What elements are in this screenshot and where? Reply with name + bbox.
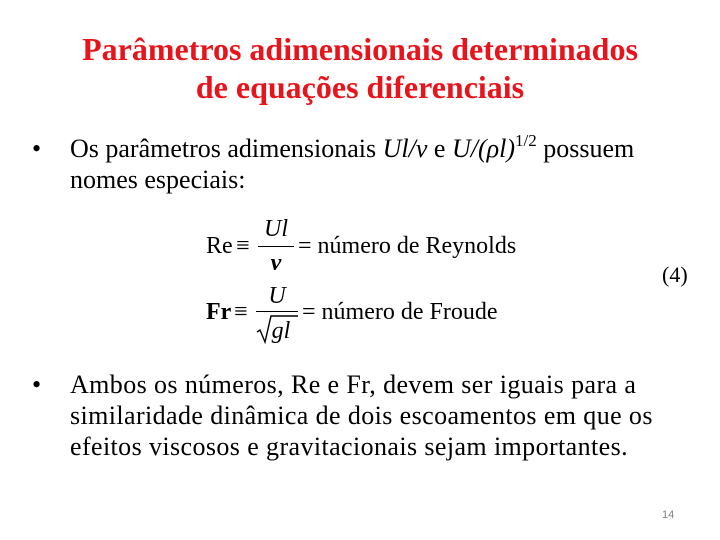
bullet-text-post: possuem <box>536 134 635 163</box>
froude-numerator: U <box>268 283 286 309</box>
froude-denominator: gl <box>271 318 291 344</box>
bullet-marker: • <box>32 370 42 399</box>
reynolds-symbol: Re <box>206 233 233 259</box>
bullet-text-line-2: nomes especiais: <box>70 165 246 194</box>
expr-froude-ratio: U/(ρl) <box>451 134 515 163</box>
page-number: 14 <box>662 509 675 521</box>
bullet-line-2: similaridade dinâmica de dois escoamentos em que os <box>70 401 653 430</box>
reynolds-fraction <box>258 214 294 274</box>
fraction-bar <box>258 246 294 247</box>
expr-reynolds-ratio: Ul/ν <box>382 134 428 163</box>
title-line-2: de equações diferenciais <box>195 69 525 105</box>
froude-description: = número de Froude <box>302 299 498 325</box>
slide-title <box>0 30 720 106</box>
bullet-text <box>70 369 700 462</box>
bullet-text-pre: Os parâmetros adimensionais <box>70 134 383 163</box>
bullet-text <box>70 133 700 195</box>
froude-symbol: Fr <box>206 299 232 325</box>
title-line-1: Parâmetros adimensionais determinados <box>82 31 638 67</box>
equiv-sign: ≡ <box>236 233 250 259</box>
reynolds-numerator: Ul <box>264 216 288 242</box>
equation-number: (4) <box>662 262 688 287</box>
equiv-sign: ≡ <box>234 299 248 325</box>
bullet-similarity <box>32 369 700 462</box>
fraction-bar <box>256 311 298 312</box>
reynolds-description: = número de Reynolds <box>298 233 517 259</box>
bullet-parameters <box>32 131 700 195</box>
bullet-line-3: efeitos viscosos e gravitacionais sejam importantes. <box>70 432 628 461</box>
bullet-marker: • <box>32 134 42 163</box>
bullet-line-1: Ambos os números, Re e Fr, devem ser iguais para a <box>70 370 637 399</box>
reynolds-denominator: ν <box>270 250 282 276</box>
froude-fraction <box>256 282 298 344</box>
bullet-text-mid: e <box>427 134 452 163</box>
exponent: 1/2 <box>515 131 537 150</box>
